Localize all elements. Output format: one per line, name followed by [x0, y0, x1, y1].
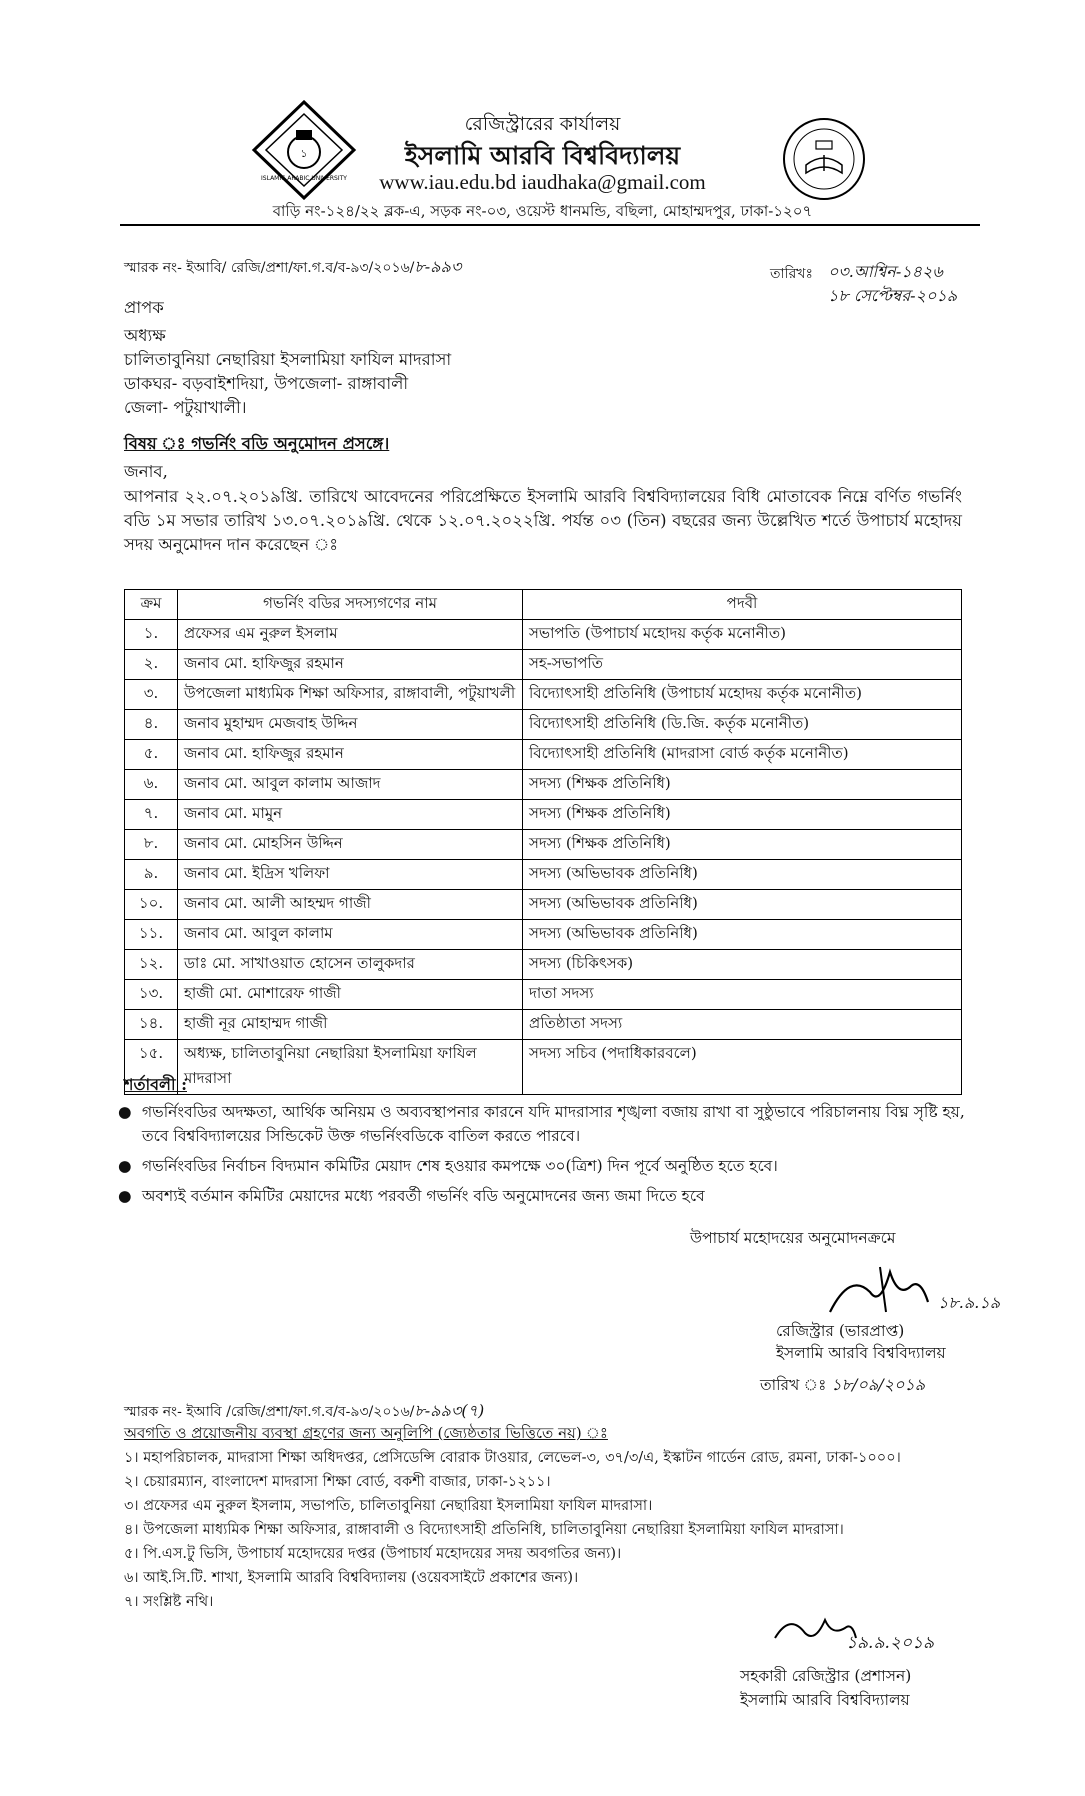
col-designation-header: পদবী [523, 590, 962, 620]
condition-text: গভর্নিংবডির অদক্ষতা, আর্থিক অনিয়ম ও অব্যবস্থাপনার কারনে যদি মাদরাসার শৃঙ্খলা বজায় রাখা বা সুষ্ঠুভাবে পরিচালনায় বিঘ্ন সৃষ্টি হয়, তবে বিশ্ববিদ্যালয়ের সিন্ডিকেট উক্ত গভর্নিংবডিকে বাতিল করতে পারবে। [142, 1103, 965, 1145]
member-name-cell: উপজেলা মাধ্যমিক শিক্ষা অফিসার, রাঙ্গাবালী, পটুয়াখলী [178, 680, 523, 710]
table-row [125, 680, 962, 710]
member-name-cell: হাজী মো. মোশারেফ গাজী [178, 980, 523, 1010]
member-name-cell: অধ্যক্ষ, চালিতাবুনিয়া নেছারিয়া ইসলামিয়া ফাযিল মাদরাসা [178, 1040, 523, 1095]
copy-item: ৫। পি.এস.টু ভিসি, উপাচার্য মহোদয়ের দপ্তর (উপাচার্য মহোদয়ের সদয় অবগতির জন্য)। [124, 1546, 622, 1562]
copy-ref-handwritten: ৮-৯৯৩(৭) [414, 1401, 485, 1420]
designation-cell: বিদ্যোৎসাহী প্রতিনিধি (উপাচার্য মহোদয় কর্তৃক মনোনীত) [523, 680, 962, 710]
serial-cell: ৬. [125, 770, 178, 800]
designation-cell: সদস্য (চিকিৎসক) [523, 950, 962, 980]
table-row [125, 710, 962, 740]
svg-text:১: ১ [300, 147, 308, 160]
table-header-row [125, 590, 962, 620]
table-row [125, 920, 962, 950]
signatory-2-title: সহকারী রেজিস্ট্রার (প্রশাসন) [740, 1667, 912, 1685]
condition-item [118, 1100, 968, 1148]
serial-cell: ৯. [125, 860, 178, 890]
member-name-cell: জনাব মো. আবুল কালাম আজাদ [178, 770, 523, 800]
designation-cell: সভাপতি (উপাচার্য মহোদয় কর্তৃক মনোনীত) [523, 620, 962, 650]
signatory-2-block [740, 1664, 911, 1712]
contact-line: www.iau.edu.bd iaudhaka@gmail.com [379, 170, 706, 194]
serial-cell: ১৪. [125, 1010, 178, 1040]
designation-cell: সহ-সভাপতি [523, 650, 962, 680]
serial-cell: ১০. [125, 890, 178, 920]
signatory-2-org: ইসলামি আরবি বিশ্ববিদ্যালয় [740, 1691, 910, 1709]
serial-cell: ৮. [125, 830, 178, 860]
condition-text: অবশ্যই বর্তমান কমিটির মেয়াদের মধ্যে পরবর্তী গভর্নিং বডি অনুমোদনের জন্য জমা দিতে হবে [142, 1187, 705, 1205]
member-name-cell: জনাব মো. মোহসিন উদ্দিন [178, 830, 523, 860]
designation-cell: সদস্য (অভিভাবক প্রতিনিধি) [523, 860, 962, 890]
copy-item: ৪। উপজেলা মাধ্যমিক শিক্ষা অফিসার, রাঙ্গাবালী ও বিদ্যোৎসাহী প্রতিনিধি, চালিতাবুনিয়া নেছারিয়া ইসলামিয়া ফাযিল মাদরাসা। [124, 1522, 844, 1538]
serial-cell: ৭. [125, 800, 178, 830]
condition-item [118, 1154, 968, 1178]
serial-cell: ৩. [125, 680, 178, 710]
table-row [125, 650, 962, 680]
condition-text: গভর্নিংবডির নির্বাচন বিদ্যমান কমিটির মেয়াদ শেষ হওয়ার কমপক্ষে ৩০(ত্রিশ) দিন পূর্বে অনুষ্ঠিত হতে হবে। [142, 1157, 778, 1175]
bullet-icon: ● [118, 1187, 132, 1205]
copy-list [124, 1446, 984, 1614]
serial-cell: ২. [125, 650, 178, 680]
signature-1-date: ১৮.৯.১৯ [938, 1293, 1001, 1312]
table-row [125, 770, 962, 800]
member-name-cell: জনাব মো. হাফিজুর রহমান [178, 740, 523, 770]
table-row [125, 620, 962, 650]
office-name: রেজিস্ট্রারের কার্যালয় [464, 113, 621, 135]
member-name-cell: জনাব মো. মামুন [178, 800, 523, 830]
salutation: জনাব, [124, 462, 168, 481]
serial-cell: ১১. [125, 920, 178, 950]
serial-cell: ৪. [125, 710, 178, 740]
designation-cell: সদস্য (অভিভাবক প্রতিনিধি) [523, 920, 962, 950]
member-name-cell: জনাব মো. হাফিজুর রহমান [178, 650, 523, 680]
approval-note: উপাচার্য মহোদয়ের অনুমোদনক্রমে [690, 1229, 896, 1247]
designation-cell: সদস্য (শিক্ষক প্রতিনিধি) [523, 830, 962, 860]
signatory-1-title: রেজিস্ট্রার (ভারপ্রাপ্ত) [776, 1322, 905, 1340]
table-row [125, 1010, 962, 1040]
member-name-cell: জনাব মো. ইদ্রিস খলিফা [178, 860, 523, 890]
signatory-1-block [776, 1320, 946, 1364]
copy-item: ৬। আই.সি.টি. শাখা, ইসলামি আরবি বিশ্ববিদ্যালয় (ওয়েবসাইটে প্রকাশের জন্য)। [124, 1570, 579, 1586]
copy-ref-text: স্মারক নং- ইআবি /রেজি/প্রশা/ফা.গ.ব/ব-৯৩/২০১৬/ [124, 1404, 415, 1420]
serial-cell: ১৩. [125, 980, 178, 1010]
designation-cell: সদস্য (শিক্ষক প্রতিনিধি) [523, 800, 962, 830]
table-row [125, 950, 962, 980]
copy-item: ৭। সংশ্লিষ্ট নথি। [124, 1594, 214, 1610]
designation-cell: সদস্য (অভিভাবক প্রতিনিধি) [523, 890, 962, 920]
copy-memo-reference [124, 1398, 484, 1425]
recipient-block [124, 296, 451, 420]
col-name-header: গভর্নিং বডির সদস্যগণের নাম [178, 590, 523, 620]
bullet-icon: ● [118, 1103, 132, 1121]
date-handwritten [828, 260, 957, 308]
memo-reference [124, 254, 461, 281]
serial-cell: ১২. [125, 950, 178, 980]
member-name-cell: জনাব মো. আলী আহম্মদ গাজী [178, 890, 523, 920]
designation-cell: প্রতিষ্ঠাতা সদস্য [523, 1010, 962, 1040]
member-name-cell: জনাব মুহাম্মদ মেজবাহ উদ্দিন [178, 710, 523, 740]
conditions-title-text: শর্তাবলী : [124, 1075, 187, 1094]
table-row [125, 1040, 962, 1095]
table-row [125, 800, 962, 830]
recipient-postal: ডাকঘর- বড়বাইশদিয়া, উপজেলা- রাঙ্গাবালী [124, 374, 409, 393]
col-serial-header: ক্রম [125, 590, 178, 620]
conditions-list [118, 1100, 968, 1208]
member-name-cell: ডাঃ মো. সাখাওয়াত হোসেন তালুকদার [178, 950, 523, 980]
recipient-institution: চালিতাবুনিয়া নেছারিয়া ইসলামিয়া ফাযিল মাদরাসা [124, 350, 452, 369]
designation-cell: দাতা সদস্য [523, 980, 962, 1010]
designation-cell: সদস্য (শিক্ষক প্রতিনিধি) [523, 770, 962, 800]
serial-cell: ৫. [125, 740, 178, 770]
date-label: তারিখঃ [770, 266, 813, 282]
serial-cell: ১৫. [125, 1040, 178, 1095]
designation-cell: বিদ্যোৎসাহী প্রতিনিধি (ডি.জি. কর্তৃক মনোনীত) [523, 710, 962, 740]
table-row [125, 890, 962, 920]
signature-1-date-hand: ১৮/০৯/২০১৯ [831, 1375, 926, 1394]
memo-ref-handwritten: ৮-৯৯৩ [414, 257, 462, 276]
copy-title: অবগতি ও প্রয়োজনীয় ব্যবস্থা গ্রহণের জন্য অনুলিপি (জ্যেষ্ঠতার ভিত্তিতে নয়) ঃ [124, 1424, 608, 1442]
table-row [125, 860, 962, 890]
header-divider [120, 224, 980, 226]
subject-line: বিষয় ঃ গভর্নিং বডি অনুমোদন প্রসঙ্গে। [124, 434, 390, 453]
body-paragraph: আপনার ২২.০৭.২০১৯খ্রি. তারিখে আবেদনের পরিপ্রেক্ষিতে ইসলামি আরবি বিশ্ববিদ্যালয়ের বিধি মোতাবেক নিম্নে বর্ণিত গভর্নিং বডি ১ম সভার তারিখ ১৩.০৭.২০১৯খ্রি. থেকে ১২.০৭.২০২২খ্রি. পর্যন্ত ০৩ (তিন) বছরের জন্য উল্লেখিত শর্তে উপাচার্য মহোদয় সদয় অনুমোদন দান করেছেন ঃ [124, 487, 962, 554]
copy-item: ৩। প্রফেসর এম নুরুল ইসলাম, সভাপতি, চালিতাবুনিয়া নেছারিয়া ইসলামিয়া ফাযিল মাদরাসা। [124, 1498, 653, 1514]
bullet-icon: ● [118, 1157, 132, 1175]
recipient-district: জেলা- পটুয়াখালী। [124, 398, 247, 417]
memo-ref-text: স্মারক নং- ইআবি/ রেজি/প্রশা/ফা.গ.ব/ব-৯৩/২০১৬/ [124, 260, 415, 276]
svg-text:ISLAMIC ARABIC UNIVERSITY: ISLAMIC ARABIC UNIVERSITY [261, 175, 347, 182]
designation-cell: বিদ্যোৎসাহী প্রতিনিধি (মাদরাসা বোর্ড কর্তৃক মনোনীত) [523, 740, 962, 770]
signatory-1-org: ইসলামি আরবি বিশ্ববিদ্যালয় [776, 1344, 946, 1362]
table-row [125, 740, 962, 770]
signature-1-date-row [760, 1372, 925, 1399]
recipient-label: প্রাপক [124, 298, 164, 317]
signature-1-date-label: তারিখ ঃ [760, 1376, 827, 1394]
governing-body-table [124, 589, 962, 1095]
member-name-cell: জনাব মো. আবুল কালাম [178, 920, 523, 950]
university-name: ইসলামি আরবি বিশ্ববিদ্যালয় [404, 141, 681, 170]
signature-2-date: ১৯.৯.২০১৯ [846, 1633, 935, 1653]
address-line: বাড়ি নং-১২৪/২২ ব্লক-এ, সড়ক নং-০৩, ওয়েস্ট ধানমন্ডি, বছিলা, মোহাম্মদপুর, ঢাকা-১২০৭ [272, 202, 813, 220]
member-name-cell: প্রফেসর এম নুরুল ইসলাম [178, 620, 523, 650]
copy-item: ২। চেয়ারম্যান, বাংলাদেশ মাদরাসা শিক্ষা বোর্ড, বকশী বাজার, ঢাকা-১২১১। [124, 1474, 551, 1490]
date-bangla: ০৩.আশ্বিন-১৪২৬ [828, 262, 943, 281]
conditions-title [124, 1072, 187, 1099]
recipient-designation: অধ্যক্ষ [124, 326, 166, 345]
table-row [125, 830, 962, 860]
date-english: ১৮ সেপ্টেম্বর-২০১৯ [828, 286, 958, 305]
condition-item [118, 1184, 968, 1208]
designation-cell: সদস্য সচিব (পদাধিকারবলে) [523, 1040, 962, 1095]
member-name-cell: হাজী নূর মোহাম্মদ গাজী [178, 1010, 523, 1040]
copy-item: ১। মহাপরিচালক, মাদরাসা শিক্ষা অধিদপ্তর, প্রেসিডেন্সি বোরাক টাওয়ার, লেভেল-৩, ৩৭/৩/এ, ইস্কাটন গার্ডেন রোড, রমনা, ঢাকা-১০০০। [124, 1450, 901, 1466]
table-row [125, 980, 962, 1010]
serial-cell: ১. [125, 620, 178, 650]
